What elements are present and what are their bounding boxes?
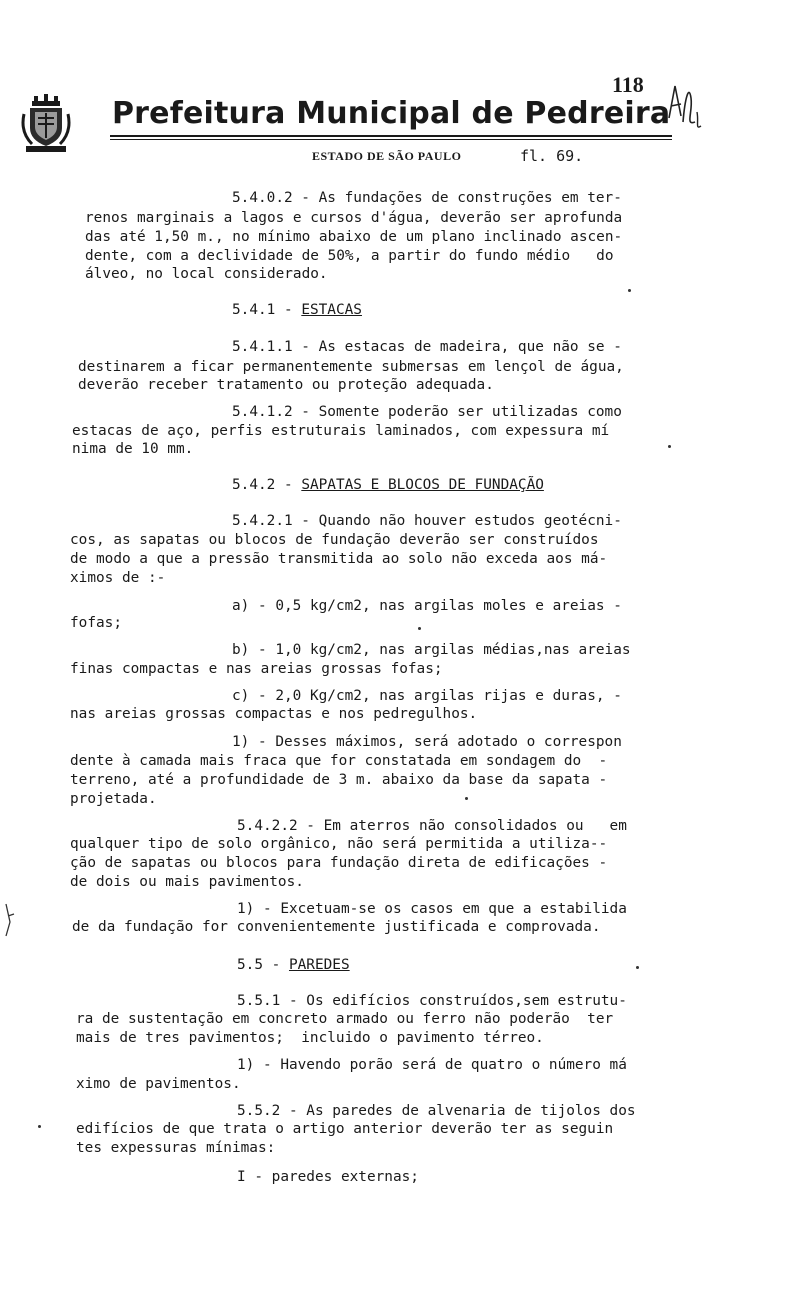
text-line: renos marginais a lagos e cursos d'água, deverão ser aprofunda bbox=[85, 210, 623, 226]
scan-speck bbox=[628, 289, 631, 292]
scan-speck bbox=[418, 627, 421, 630]
text-line: 5.5.2 - As paredes de alvenaria de tijolos dos bbox=[237, 1103, 636, 1119]
municipal-crest-icon bbox=[20, 94, 72, 154]
title-rule bbox=[110, 135, 672, 137]
scan-speck bbox=[668, 445, 671, 448]
text-line: ção de sapatas ou blocos para fundação direta de edificações - bbox=[70, 855, 608, 871]
section-heading bbox=[237, 956, 350, 974]
text-line: 1) - Havendo porão será de quatro o número má bbox=[237, 1057, 627, 1073]
section-title: ESTACAS bbox=[301, 302, 362, 318]
text-line: terreno, até a profundidade de 3 m. abaixo da base da sapata - bbox=[70, 772, 608, 788]
text-line: de dois ou mais pavimentos. bbox=[70, 874, 304, 890]
scan-speck bbox=[38, 1125, 41, 1128]
text-line: de da fundação for convenientemente justificada e comprovada. bbox=[72, 919, 601, 935]
text-line: ximos de :- bbox=[70, 570, 166, 586]
text-line: 1) - Excetuam-se os casos em que a estabilida bbox=[237, 901, 627, 917]
text-line: mais de tres pavimentos; incluido o pavimento térreo. bbox=[76, 1030, 544, 1046]
scan-speck bbox=[636, 966, 639, 969]
text-line: 5.4.2.2 - Em aterros não consolidados ou em bbox=[237, 818, 627, 834]
state-subtitle: ESTADO DE SÃO PAULO bbox=[312, 149, 462, 163]
margin-annotation-mark bbox=[2, 902, 18, 938]
text-line: 1) - Desses máximos, será adotado o correspon bbox=[232, 734, 622, 750]
section-number: 5.4.2 - bbox=[232, 477, 302, 493]
section-heading bbox=[232, 476, 544, 494]
text-line: cos, as sapatas ou blocos de fundação deverão ser construídos bbox=[70, 532, 599, 548]
text-line: 5.4.0.2 - As fundações de construções em ter- bbox=[232, 190, 622, 206]
text-line: dente à camada mais fraca que for constatada em sondagem do - bbox=[70, 753, 608, 769]
text-line: deverão receber tratamento ou proteção adequada. bbox=[78, 377, 494, 393]
text-line: nima de 10 mm. bbox=[72, 441, 194, 457]
page-title: Prefeitura Municipal de Pedreira bbox=[112, 96, 671, 131]
text-line: finas compactas e nas areias grossas fofas; bbox=[70, 661, 443, 677]
section-title: PAREDES bbox=[288, 957, 350, 973]
text-line: estacas de aço, perfis estruturais laminados, com expessura mí bbox=[72, 423, 610, 439]
text-line: das até 1,50 m., no mínimo abaixo de um plano inclinado ascen- bbox=[85, 229, 623, 245]
text-line: b) - 1,0 kg/cm2, nas argilas médias,nas areias bbox=[232, 642, 631, 658]
section-number: 5.4.1 - bbox=[232, 302, 302, 318]
section-title: SAPATAS E BLOCOS DE FUNDAÇÃO bbox=[301, 477, 544, 493]
scan-speck bbox=[465, 797, 468, 800]
text-line: I - paredes externas; bbox=[237, 1169, 419, 1185]
text-line: tes expessuras mínimas: bbox=[76, 1140, 276, 1156]
text-line: 5.4.2.1 - Quando não houver estudos geotécni- bbox=[232, 513, 622, 529]
text-line: ra de sustentação em concreto armado ou ferro não poderão ter bbox=[76, 1011, 614, 1027]
text-line: nas areias grossas compactas e nos pedregulhos. bbox=[70, 706, 478, 722]
text-line: c) - 2,0 Kg/cm2, nas argilas rijas e duras, - bbox=[232, 688, 622, 704]
text-line: edifícios de que trata o artigo anterior deverão ter as seguin bbox=[76, 1121, 614, 1137]
text-line: a) - 0,5 kg/cm2, nas argilas moles e areias - bbox=[232, 598, 622, 614]
text-line: projetada. bbox=[70, 791, 157, 807]
text-line: 5.5.1 - Os edifícios construídos,sem estrutu- bbox=[237, 993, 627, 1009]
text-line: qualquer tipo de solo orgânico, não será permitida a utiliza-- bbox=[70, 836, 608, 852]
text-line: fofas; bbox=[70, 615, 122, 631]
text-line: 5.4.1.1 - As estacas de madeira, que não se - bbox=[232, 339, 622, 355]
text-line: dente, com a declividade de 50%, a partir do fundo médio do bbox=[85, 248, 614, 264]
text-line: 5.4.1.2 - Somente poderão ser utilizadas como bbox=[232, 404, 622, 420]
title-rule-thin bbox=[110, 139, 672, 140]
text-line: destinarem a ficar permanentemente submersas em lençol de água, bbox=[78, 359, 624, 375]
page-number: 118 bbox=[612, 72, 644, 97]
section-heading bbox=[232, 301, 362, 319]
text-line: de modo a que a pressão transmitida ao solo não exceda aos má- bbox=[70, 551, 608, 567]
folio-number: fl. 69. bbox=[520, 147, 584, 165]
section-number: 5.5 - bbox=[237, 957, 289, 973]
text-line: ximo de pavimentos. bbox=[76, 1076, 241, 1092]
text-line: álveo, no local considerado. bbox=[85, 266, 328, 282]
